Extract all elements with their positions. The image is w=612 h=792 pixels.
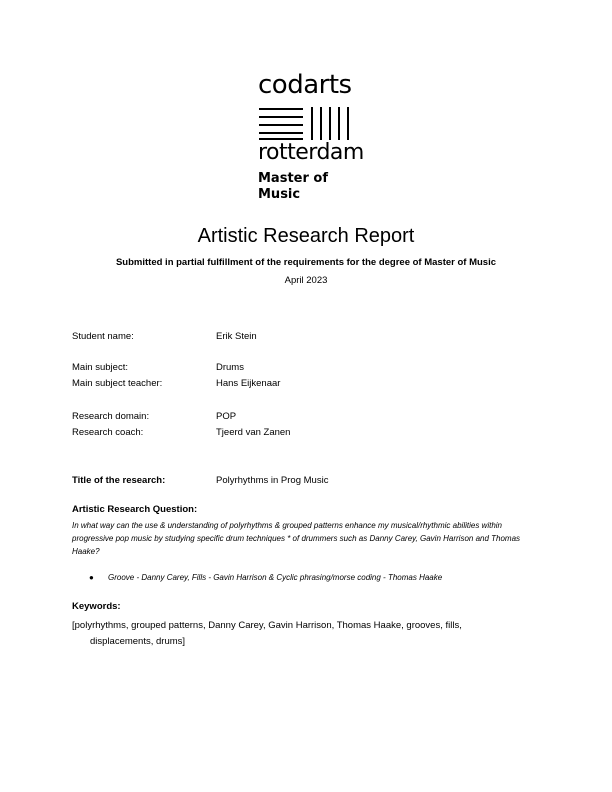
research-question-text: In what way can the use & understanding of polyrhythms & grouped patterns enhance my musical/rhythmic abilities within progressive pop music by studying specific drum techniques * of drummers such as Danny Carey, Gavin Harrison and Thomas Haake? xyxy=(72,521,521,556)
research-domain-label: Research domain: xyxy=(72,411,150,422)
research-question-heading: Artistic Research Question: xyxy=(72,504,198,515)
main-subject-label: Main subject: xyxy=(72,362,128,373)
research-coach-label: Research coach: xyxy=(72,427,144,438)
research-title-value: Polyrhythms in Prog Music xyxy=(216,475,329,486)
student-name-label: Student name: xyxy=(72,331,134,342)
research-domain-value: POP xyxy=(216,411,237,422)
logo-wordmark-top: codarts xyxy=(258,70,352,100)
research-coach-value: Tjeerd van Zanen xyxy=(216,427,291,438)
keywords-text: [polyrhythms, grouped patterns, Danny Carey, Gavin Harrison, Thomas Haake, grooves, fills, displacements, drums] xyxy=(72,620,462,647)
main-subject-value: Drums xyxy=(216,362,244,373)
research-title-label: Title of the research: xyxy=(72,475,166,486)
logo-wordmark-bottom: rotterdam xyxy=(258,140,364,165)
research-question-bullet: Groove - Danny Carey, Fills - Gavin Harrison & Cyclic phrasing/morse coding - Thomas Haake xyxy=(108,573,443,582)
main-subject-teacher-label: Main subject teacher: xyxy=(72,378,163,389)
main-subject-teacher-value: Hans Eijkenaar xyxy=(216,378,281,389)
logo-lines-icon xyxy=(259,107,353,140)
report-title: Artistic Research Report xyxy=(197,225,415,247)
report-date: April 2023 xyxy=(284,275,328,286)
student-name-value: Erik Stein xyxy=(216,331,257,342)
report-subtitle: Submitted in partial fulfillment of the requirements for the degree of Master of Music xyxy=(115,257,497,268)
logo-subtitle: Master of Music xyxy=(258,171,329,202)
keywords-heading: Keywords: xyxy=(72,601,121,612)
bullet-icon: ● xyxy=(89,573,94,582)
